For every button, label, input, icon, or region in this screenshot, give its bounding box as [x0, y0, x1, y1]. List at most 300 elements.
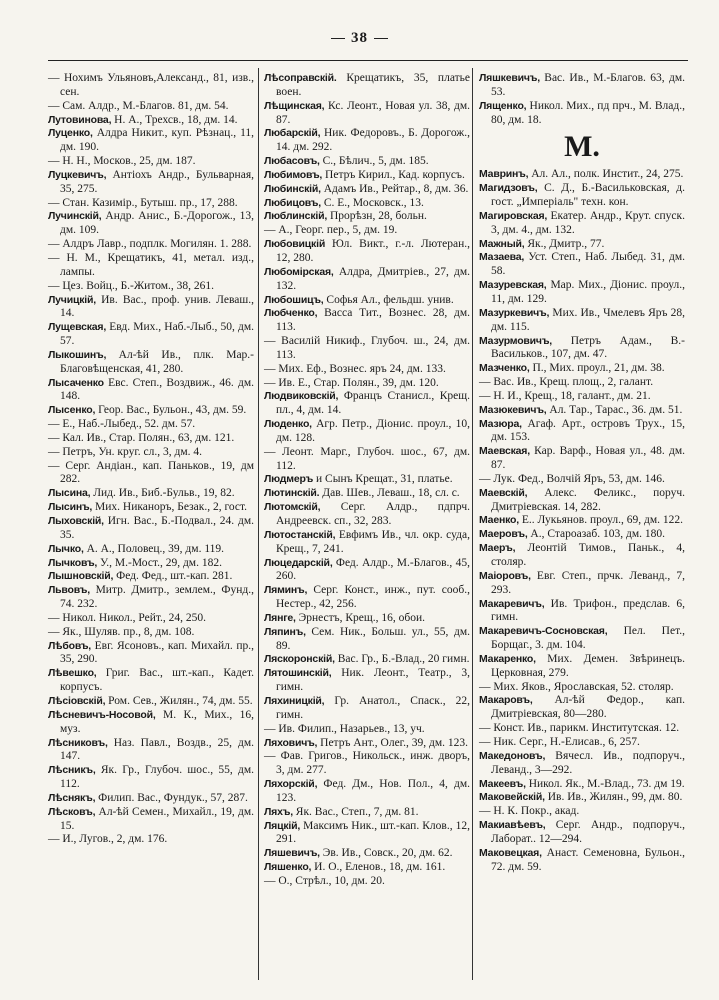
- directory-entry: [479, 473, 685, 487]
- entry-surname: Мазуревская,: [479, 279, 547, 292]
- entry-surname: Лященко,: [479, 99, 527, 112]
- directory-entry: [264, 266, 470, 294]
- entry-details: Евг. Ясоновъ., кап. Михайл. пр., 35, 290.: [60, 639, 255, 666]
- directory-entry: [479, 528, 685, 542]
- entry-surname: Луцкевичъ,: [48, 168, 107, 181]
- page-header: [0, 30, 719, 47]
- directory-entry: [479, 570, 685, 598]
- directory-entry: [264, 224, 470, 238]
- entry-details: — Н. И., Крещ., 18, галант., дм. 21.: [479, 389, 651, 402]
- directory-entry: [48, 280, 254, 294]
- entry-details: А., Староазаб. 103, дм. 180.: [530, 528, 665, 541]
- entry-surname: Ляхиницкій,: [264, 694, 325, 707]
- entry-surname: Македоновъ,: [479, 749, 546, 762]
- entry-details: — Цез. Войц., Б.-Житом., 38, 261.: [48, 279, 215, 292]
- entry-details: — Ив. Е., Стар. Полян., 39, дм. 120.: [264, 376, 439, 389]
- entry-details: Антіохъ Андр., Бульварная, 35, 275.: [60, 168, 254, 195]
- entry-details: Серг. Андр., подпоруч., Лаборат.. 12—294.: [491, 819, 686, 845]
- directory-entry: [48, 515, 254, 543]
- entry-surname: Мавринъ,: [479, 168, 529, 181]
- directory-entry: [479, 279, 685, 307]
- entry-details: — И., Лугов., 2, дм. 176.: [48, 833, 168, 846]
- entry-surname: Лысенко,: [48, 404, 96, 417]
- directory-entry: [479, 653, 685, 681]
- entry-details: — Ив. Филип., Назарьев., 13, уч.: [264, 722, 425, 735]
- column-2: [264, 72, 470, 889]
- directory-entry: [264, 238, 470, 266]
- column-divider-2: [472, 68, 473, 980]
- entry-surname: Лысаченко: [48, 376, 104, 389]
- entry-details: — Петръ, Ун. круг. сл., 3, дм. 4.: [48, 445, 203, 458]
- directory-entry: [479, 598, 685, 626]
- entry-details: Агр. Петр., Діонис. проул., 10, дм. 128.: [276, 418, 471, 444]
- entry-details: С. Е., Московск., 13.: [323, 196, 424, 209]
- directory-entry: [479, 418, 685, 446]
- directory-entry: [264, 390, 470, 418]
- directory-entry: [264, 183, 470, 197]
- entry-details: — Вас. Ив., Крещ. площ., 2, галант.: [479, 376, 654, 389]
- directory-entry: [48, 833, 254, 847]
- entry-details: И. О., Еленов., 18, дм. 161.: [314, 861, 446, 874]
- directory-entry: [264, 169, 470, 183]
- directory-entry: [479, 736, 685, 750]
- directory-entry: [48, 792, 254, 806]
- directory-entry: [479, 805, 685, 819]
- directory-entry: [479, 514, 685, 528]
- entry-details: Филип. Вас., Фундук., 57, 287.: [98, 791, 248, 804]
- directory-entry: [264, 667, 470, 695]
- entry-details: Серг. Алдр., пдпрч. Андреевск. сп., 32, 283.: [276, 501, 470, 527]
- entry-details: Сем. Ник., Больш. ул., 55, дм. 89.: [276, 625, 470, 652]
- entry-surname: Лютостанскій,: [264, 528, 336, 541]
- directory-entry: [479, 542, 685, 570]
- directory-entry: [264, 487, 470, 501]
- directory-entry: [479, 376, 685, 390]
- directory-entry: [264, 806, 470, 820]
- entry-details: Фед. Дм., Нов. Пол., 4, дм. 123.: [276, 778, 470, 804]
- entry-surname: Людмеръ: [264, 473, 314, 486]
- entry-details: Алдра Никит., куп. Рѣзнац., 11, дм. 190.: [60, 127, 255, 154]
- entry-details: — Мих. Яков., Ярославская, 52. столяр.: [479, 680, 674, 693]
- directory-entry: [479, 307, 685, 335]
- entry-details: — Лук. Фед., Волчій Яръ, 53, дм. 146.: [479, 472, 665, 485]
- directory-entry: [264, 127, 470, 155]
- entry-surname: Лучицкій,: [48, 293, 96, 306]
- entry-surname: Лятошинскій,: [264, 667, 332, 680]
- directory-entry: [264, 501, 470, 529]
- entry-details: Серг. Конст., инж., пут. сооб., Нестер., 42, 256.: [276, 584, 470, 611]
- entry-details: Геор. Вас., Бульон., 43, дм. 59.: [98, 404, 247, 417]
- entry-surname: Лысина,: [48, 487, 91, 500]
- directory-entry: [48, 377, 254, 405]
- entry-details: Кс. Леонт., Новая ул. 38, дм. 87.: [276, 99, 471, 126]
- entry-details: Ив. Ив., Жилян., 99, дм. 80.: [547, 791, 683, 804]
- directory-entry: [48, 557, 254, 571]
- entry-details: — Алдръ Лавр., подплк. Могилян. 1. 288.: [48, 238, 252, 251]
- entry-details: С. Д., Б.-Васильковская, д. гост. „Имперіаль" техн. кон.: [491, 182, 686, 209]
- directory-entry: [48, 114, 254, 128]
- entry-details: — Кал. Ив., Стар. Полян., 63, дм. 121.: [48, 431, 235, 444]
- directory-entry: [479, 847, 685, 875]
- entry-details: Мар. Мих., Діонис. проул., 11, дм. 129.: [491, 279, 685, 305]
- entry-details: Гр. Анатол., Спаск., 22, гимн.: [276, 694, 471, 721]
- entry-details: Ал-ѣй Ив., плк. Мар.-Благовѣщенская, 41, 280.: [60, 348, 254, 375]
- entry-surname: Маенко,: [479, 514, 519, 527]
- directory-entry: [48, 695, 254, 709]
- directory-entry: [479, 100, 685, 128]
- directory-entry: [264, 72, 470, 100]
- entry-details: — Ник. Серг., Н.-Елисав., 6, 257.: [479, 735, 640, 748]
- entry-details: У., М.-Мост., 29, дм. 182.: [100, 556, 222, 569]
- directory-entry: [264, 418, 470, 446]
- entry-details: — Леонт. Марг., Глубоч. шос., 67, дм. 112.: [264, 445, 470, 472]
- entry-surname: Мазченко,: [479, 362, 530, 375]
- directory-entry: [264, 446, 470, 474]
- directory-entry: [48, 238, 254, 252]
- entry-details: Анаст. Семеновна, Бульон., 72. дм. 59.: [491, 846, 685, 873]
- entry-details: — Василій Никиф., Глубоч. ш., 24, дм. 113.: [264, 335, 470, 361]
- directory-entry: [264, 653, 470, 667]
- entry-surname: Лышновскій,: [48, 570, 114, 583]
- directory-entry: [48, 487, 254, 501]
- entry-details: Як., Дмитр., 77.: [527, 237, 605, 250]
- entry-details: — Н. М., Крещатикъ, 41, метал. изд., лампы.: [48, 251, 254, 278]
- entry-surname: Лычко,: [48, 542, 84, 555]
- entry-surname: Любицовъ,: [264, 196, 321, 209]
- entry-surname: Мазюра,: [479, 417, 522, 430]
- entry-details: — Стан. Казимір., Бутыш. пр., 17, 288.: [48, 196, 238, 209]
- entry-details: — Е., Наб.-Лыбед., 52. дм. 57.: [48, 418, 196, 431]
- entry-surname: Любарскій,: [264, 127, 321, 140]
- entry-surname: Ляшкевичъ,: [479, 72, 540, 84]
- entry-surname: Лычковъ,: [48, 556, 98, 569]
- entry-details: и Сынъ Крещат., 31, платье.: [316, 473, 453, 486]
- entry-surname: Маковейскій,: [479, 791, 545, 804]
- entry-surname: Лѣсневичъ-Носовой,: [48, 708, 156, 721]
- entry-details: Никол. Як., М.-Влад., 73. дм 19.: [528, 777, 685, 790]
- directory-entry: [48, 127, 254, 155]
- directory-entry: [264, 210, 470, 224]
- directory-entry: [264, 307, 470, 335]
- letter-heading: М.: [564, 130, 600, 164]
- directory-entry: [479, 362, 685, 376]
- directory-entry: [264, 875, 470, 889]
- directory-entry: [479, 791, 685, 805]
- entry-surname: Лучинскій,: [48, 210, 102, 223]
- entry-surname: Мазюкевичъ,: [479, 403, 547, 416]
- entry-surname: Лѣвешко,: [48, 667, 97, 680]
- directory-entry: [48, 806, 254, 834]
- entry-surname: Макиавѣевъ,: [479, 819, 546, 832]
- directory-entry: [48, 169, 254, 197]
- directory-entry: [264, 626, 470, 654]
- entry-surname: Маеровъ,: [479, 528, 528, 541]
- directory-entry: [264, 584, 470, 612]
- directory-entry: [264, 778, 470, 806]
- entry-surname: Мазуркевичъ,: [479, 306, 550, 319]
- entry-details: Леонтій Тимов., Паньк., 4, столяр.: [491, 542, 685, 568]
- directory-entry: [479, 625, 685, 653]
- directory-entry: [264, 612, 470, 626]
- entry-surname: Маковецкая,: [479, 846, 542, 859]
- entry-details: Як. Вас., Степ., 7, дм. 81.: [295, 805, 419, 818]
- entry-surname: Лутовинова,: [48, 113, 112, 126]
- directory-entry: [48, 432, 254, 446]
- directory-entry: [48, 626, 254, 640]
- entry-surname: Ляшенко,: [264, 861, 312, 874]
- entry-details: Ал-ѣй Федор., кап. Дмитріевская, 80—280.: [491, 694, 685, 721]
- entry-details: — Мих. Еф., Вознес. яръ 24, дм. 133.: [264, 362, 446, 375]
- entry-surname: Любченко,: [264, 307, 318, 320]
- directory-entry: [48, 584, 254, 612]
- entry-details: Ал-ѣй Семен., Михайл., 19, дм. 15.: [60, 805, 255, 832]
- column-divider-1: [258, 68, 259, 980]
- directory-entry: [48, 667, 254, 695]
- header-dash-right: [374, 38, 388, 39]
- entry-surname: Лѣсниковъ,: [48, 736, 108, 749]
- entry-details: — Н. Н., Москов., 25, дм. 187.: [48, 155, 196, 168]
- entry-surname: Любомірская,: [264, 265, 334, 278]
- directory-entry: [264, 335, 470, 363]
- entry-surname: Лѣщинская,: [264, 99, 325, 112]
- entry-details: Евс. Степ., Воздвиж., 46. дм. 148.: [60, 376, 254, 403]
- directory-entry: [479, 694, 685, 722]
- entry-details: Ник. Леонт., Театр., 3, гимн.: [276, 667, 470, 694]
- entry-details: Никол. Мих., пд прч., М. Влад., 80, дм. 18.: [491, 99, 686, 126]
- entry-surname: Ляскоронскій,: [264, 653, 335, 666]
- entry-details: Лид. Ив., Биб.-Бульв., 19, 82.: [93, 487, 235, 500]
- entry-details: Вас. Гр., Б.-Влад., 20 гимн.: [337, 653, 470, 666]
- entry-details: Н. А., Трехсв., 18, дм. 14.: [114, 113, 238, 126]
- entry-details: Евг. Степ., прчк. Леванд., 7, 293.: [491, 569, 685, 596]
- entry-details: Мих. Ив., Чмелевъ Яръ 28, дм. 115.: [491, 306, 685, 333]
- entry-surname: Макаренко,: [479, 652, 536, 665]
- entry-details: Мих. Демен. Звѣринецъ. Церковная, 279.: [491, 652, 685, 679]
- directory-entry: [479, 487, 685, 515]
- entry-details: Мих. Никаноръ, Безак., 2, гост.: [95, 501, 248, 514]
- directory-entry: [48, 764, 254, 792]
- directory-entry: [264, 529, 470, 557]
- entry-surname: Лянге,: [264, 611, 296, 624]
- entry-details: Крещатикъ, 35, платье воен.: [276, 72, 470, 98]
- entry-surname: Маіоровъ,: [479, 569, 531, 582]
- entry-details: Ром. Сев., Жилян., 74, дм. 55.: [108, 694, 253, 707]
- entry-surname: Ляхъ,: [264, 805, 293, 818]
- directory-entry: [264, 197, 470, 211]
- entry-surname: Ляховичъ,: [264, 736, 318, 749]
- entry-surname: Лѣсоправскій.: [264, 72, 337, 84]
- entry-details: Петръ Адам., В.-Васильков., 107, дм. 47.: [491, 334, 685, 361]
- directory-entry: [479, 778, 685, 792]
- entry-details: — Сам. Алдр., М.-Благов. 81, дм. 54.: [48, 99, 229, 112]
- directory-entry: [48, 709, 254, 737]
- directory-entry: [479, 238, 685, 252]
- directory-entry: [48, 501, 254, 515]
- entry-surname: Лущевская,: [48, 321, 107, 334]
- entry-surname: Магидзовъ,: [479, 182, 538, 195]
- entry-surname: Ляминъ,: [264, 584, 308, 597]
- directory-entry: [479, 404, 685, 418]
- entry-surname: Макаревичъ,: [479, 597, 545, 610]
- directory-entry: [48, 737, 254, 765]
- header-dash-left: [331, 38, 345, 39]
- entry-surname: Магировская,: [479, 209, 548, 222]
- entry-surname: Луценко,: [48, 127, 93, 140]
- entry-surname: Лѣснякъ,: [48, 791, 96, 804]
- entry-details: Адамъ Ив., Рейтар., 8, дм. 36.: [323, 182, 469, 195]
- entry-surname: Макеевъ,: [479, 777, 526, 790]
- entry-details: — Серг. Андіан., кап. Паньков., 19, дм 282.: [48, 459, 254, 486]
- entry-details: — Конст. Ив., парикм. Институтская. 12.: [479, 722, 680, 735]
- directory-entry: [48, 404, 254, 418]
- directory-entry: [479, 210, 685, 238]
- directory-entry: [264, 294, 470, 308]
- entry-details: Игн. Вас., Б.-Подвал., 24. дм. 35.: [60, 515, 255, 541]
- entry-surname: Ляпинъ,: [264, 625, 306, 638]
- entry-details: П., Мих. проул., 21, дм. 38.: [532, 362, 665, 375]
- directory-entry: [479, 819, 685, 847]
- entry-surname: Мажный,: [479, 237, 525, 250]
- entry-details: Петръ Кирил., Кад. корпусъ.: [325, 168, 465, 181]
- entry-details: С., Бѣлич., 5, дм. 185.: [322, 155, 429, 168]
- entry-details: А. А., Половец., 39, дм. 119.: [86, 542, 225, 555]
- directory-entry: [479, 390, 685, 404]
- directory-entry: [264, 820, 470, 848]
- header-rule: [48, 60, 688, 61]
- entry-details: Екатер. Андр., Крут. спуск. 3, дм. 4., дм. 132.: [491, 209, 685, 236]
- directory-entry: [479, 335, 685, 363]
- directory-entry: [48, 72, 254, 100]
- entry-details: Алекс. Феликс., поруч. Дмитріевская. 14, 282.: [491, 486, 686, 513]
- directory-entry: [479, 722, 685, 736]
- entry-details: — А., Георг. пер., 5, дм. 19.: [264, 224, 398, 237]
- directory-entry: [264, 557, 470, 585]
- entry-details: М. К., Мих., 16, муз.: [60, 708, 254, 735]
- entry-details: — Н. К. Покр., акад.: [479, 805, 580, 818]
- directory-entry: [48, 210, 254, 238]
- column-3-m-entries: [479, 168, 685, 874]
- entry-surname: Лыкошинъ,: [48, 348, 107, 361]
- entry-details: — Фав. Григов., Никольск., инж. дворъ, 3, дм. 277.: [264, 750, 470, 777]
- entry-surname: Макаревичъ-Сосновская,: [479, 625, 608, 638]
- directory-entry: [479, 251, 685, 279]
- entry-surname: Люблинскій,: [264, 210, 328, 223]
- entry-details: Митр. Дмитр., землем., Фунд., 74. 232.: [60, 584, 255, 611]
- entry-details: Максимъ Ник., шт.-кап. Клов., 12, 291.: [276, 819, 470, 846]
- directory-entry: [264, 363, 470, 377]
- entry-surname: Ляцкій,: [264, 819, 301, 832]
- entry-details: Евд. Мих., Наб.-Лыб., 50, дм. 57.: [60, 321, 255, 348]
- directory-entry: [264, 695, 470, 723]
- entry-details: — О., Стрѣл., 10, дм. 20.: [264, 874, 385, 887]
- directory-entry: [48, 321, 254, 349]
- directory-entry: [264, 847, 470, 861]
- directory-entry: [264, 861, 470, 875]
- entry-details: Е.. Лукьянов. проул., 69, дм. 122.: [521, 514, 684, 527]
- entry-details: Юл. Викт., г.-л. Лютеран., 12, 280.: [276, 238, 471, 264]
- directory-entry: [48, 197, 254, 211]
- directory-entry: [48, 155, 254, 169]
- entry-details: Францъ Станисл., Крещ. пл., 4, дм. 14.: [276, 390, 471, 417]
- column-3: [479, 72, 685, 874]
- entry-surname: Лѣсіовскій,: [48, 694, 106, 707]
- entry-details: Софья Ал., фельдш. унив.: [326, 293, 454, 306]
- entry-details: Андр. Анис., Б.-Дорогож., 13, дм. 109.: [60, 210, 254, 237]
- entry-details: Ал. Ал., полк. Инстит., 24, 275.: [531, 168, 684, 181]
- entry-surname: Лѣбовъ,: [48, 639, 92, 652]
- entry-surname: Любошицъ,: [264, 293, 324, 306]
- entry-surname: Мазурмовичъ,: [479, 334, 552, 347]
- entry-surname: Лѣсникъ,: [48, 764, 96, 777]
- directory-entry: [479, 750, 685, 778]
- entry-surname: Лѣсковъ,: [48, 805, 96, 818]
- entry-details: Кар. Варф., Новая ул., 48. дм. 87.: [491, 445, 685, 472]
- entry-surname: Макаровъ,: [479, 694, 533, 707]
- entry-details: Ник. Федоровъ., Б. Дорогож., 14. дм. 292.: [276, 127, 470, 154]
- directory-entry: [264, 100, 470, 128]
- entry-surname: Львовъ,: [48, 584, 90, 597]
- entry-details: Прорѣзн, 28, больн.: [329, 210, 427, 223]
- directory-entry: [48, 612, 254, 626]
- entry-surname: Любовицкій: [264, 238, 326, 251]
- directory-entry: [264, 723, 470, 737]
- entry-surname: Любинскій,: [264, 182, 321, 195]
- entry-details: Алдра, Дмитріев., 27, дм. 132.: [276, 265, 470, 292]
- entry-details: Агаф. Арт., островъ Трух., 15, дм. 153.: [491, 417, 685, 444]
- entry-surname: Лыховскій,: [48, 515, 104, 527]
- entry-details: Петръ Ант., Олег., 39, дм. 123.: [320, 736, 468, 749]
- directory-entry: [264, 473, 470, 487]
- directory-entry: [479, 168, 685, 182]
- directory-entry: [48, 100, 254, 114]
- entry-details: — Як., Шуляв. пр., 8, дм. 108.: [48, 625, 195, 638]
- entry-details: Пел. Пет., Борщаг., 3. дм. 104.: [491, 625, 686, 652]
- entry-surname: Любасовъ,: [264, 155, 320, 168]
- directory-entry: [48, 349, 254, 377]
- column-3-l-entries: [479, 72, 685, 127]
- entry-details: Фед. Фед., шт.-кап. 281.: [116, 570, 233, 583]
- entry-surname: Люденко,: [264, 418, 312, 431]
- page-number: 38: [351, 30, 368, 46]
- entry-details: Ив. Трифон., предслав. 6, гимн.: [491, 597, 685, 624]
- entry-details: Эрнестъ, Крещ., 16, обои.: [298, 611, 426, 624]
- entry-surname: Ляшевичъ,: [264, 847, 320, 860]
- directory-entry: [48, 640, 254, 668]
- directory-entry: [479, 182, 685, 210]
- directory-entry: [48, 543, 254, 557]
- entry-details: Ал. Тар., Тарас., 36. дм. 51.: [549, 403, 683, 416]
- entry-details: Вас. Ив., М.-Благов. 63, дм. 53.: [491, 72, 686, 98]
- directory-entry: [48, 446, 254, 460]
- entry-details: Уст. Степ., Наб. Лыбед. 31, дм. 58.: [491, 251, 686, 278]
- entry-surname: Ляхорскій,: [264, 778, 318, 791]
- directory-entry: [479, 681, 685, 695]
- entry-details: Дав. Шев., Леваш., 18, сл. с.: [322, 487, 460, 500]
- entry-details: — Нохимъ Ульяновъ,Александ., 81, изв., сен.: [48, 72, 254, 98]
- entry-details: Як. Гр., Глубоч. шос., 55, дм. 112.: [60, 764, 255, 791]
- entry-surname: Маеръ,: [479, 542, 516, 555]
- directory-entry: [479, 445, 685, 473]
- entry-surname: Люцедарскій,: [264, 556, 333, 569]
- directory-entry: [264, 377, 470, 391]
- directory-entry: [48, 252, 254, 280]
- entry-surname: Мазаева,: [479, 251, 525, 264]
- directory-entry: [48, 294, 254, 322]
- entry-surname: Лютомскій,: [264, 501, 321, 514]
- entry-surname: Любимовъ,: [264, 168, 323, 181]
- entry-details: Эв. Ив., Совск., 20, дм. 62.: [322, 847, 453, 860]
- directory-entry: [48, 460, 254, 488]
